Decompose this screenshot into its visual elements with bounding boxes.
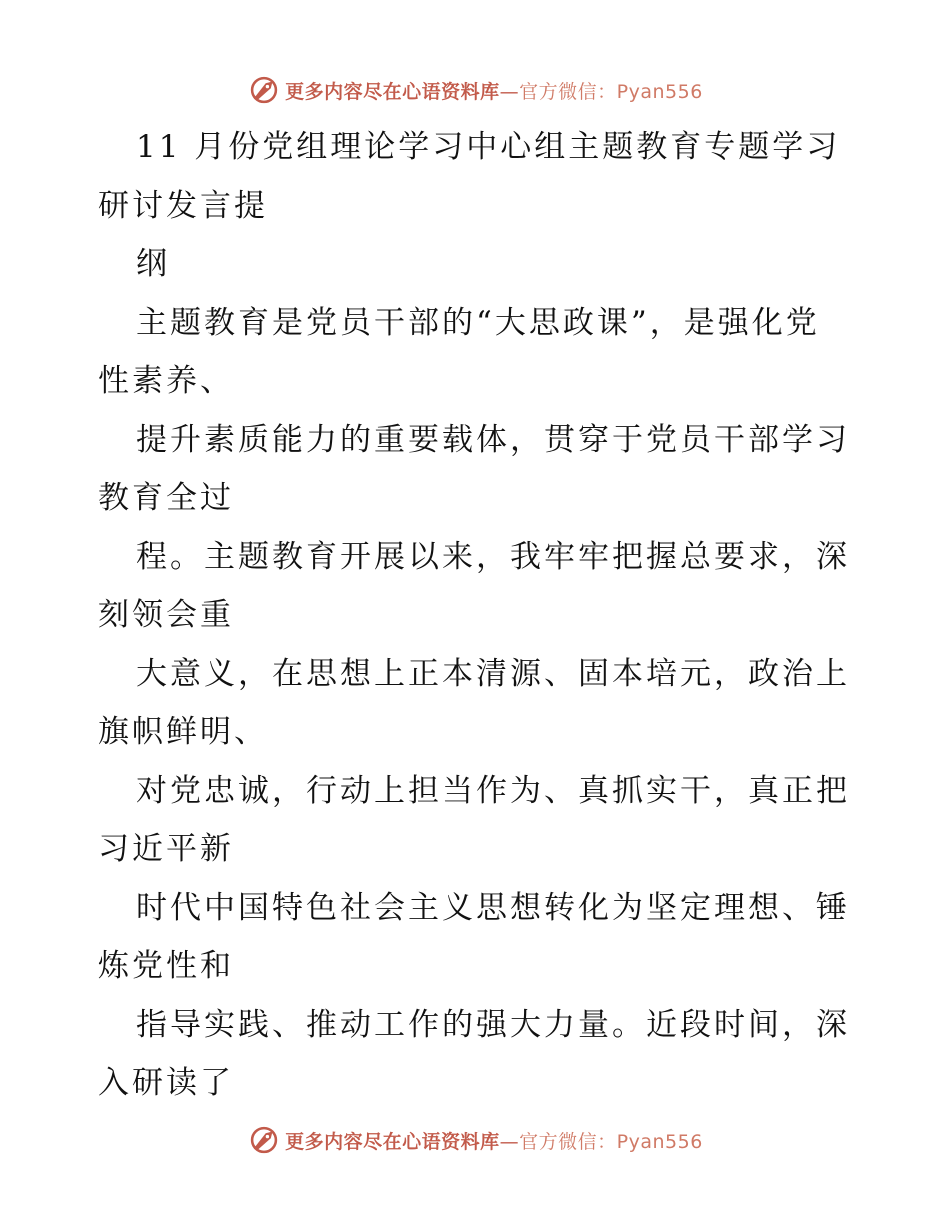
footer-watermark <box>0 1120 950 1160</box>
paragraph-line: 入研读了 <box>98 1065 234 1101</box>
paragraph-line: 指导实践、推动工作的强大力量。近段时间，深 <box>136 1006 850 1043</box>
watermark-dash: — <box>499 80 520 103</box>
watermark-main: 更多内容尽在心语资料库 <box>285 1130 500 1153</box>
watermark-contact: 官方微信：Pyan556 <box>519 80 703 103</box>
watermark-text <box>285 77 703 104</box>
document-body <box>98 118 858 1113</box>
paragraph-line: 教育全过 <box>98 480 234 516</box>
paragraph-line: 程。主题教育开展以来，我牢牢把握总要求，深 <box>136 538 850 575</box>
paragraph-line: 性素养、 <box>98 363 234 399</box>
paragraph-line: 炼党性和 <box>98 948 234 984</box>
paragraph-line: 主题教育是党员干部的“大思政课”，是强化党 <box>136 304 820 341</box>
paragraph-line: 对党忠诚，行动上担当作为、真抓实干，真正把 <box>136 772 850 809</box>
header-watermark <box>0 70 950 110</box>
pen-nib-logo-icon <box>247 1123 281 1157</box>
watermark-main: 更多内容尽在心语资料库 <box>285 80 500 103</box>
paragraph-line: 习近平新 <box>98 831 234 867</box>
paragraph-line: 刻领会重 <box>98 597 234 633</box>
pen-nib-logo-icon <box>247 73 281 107</box>
title-line-3: 纲 <box>136 246 170 282</box>
watermark-contact: 官方微信：Pyan556 <box>519 1130 703 1153</box>
title-line-2: 研讨发言提 <box>98 187 268 224</box>
paragraph-line: 时代中国特色社会主义思想转化为坚定理想、锤 <box>136 889 850 926</box>
watermark-dash: — <box>499 1130 520 1153</box>
paragraph-line: 旗帜鲜明、 <box>98 714 268 750</box>
paragraph-line: 提升素质能力的重要载体，贯穿于党员干部学习 <box>136 421 850 458</box>
title-line-1: 11 月份党组理论学习中心组主题教育专题学习 <box>136 129 841 165</box>
paragraph-line: 大意义，在思想上正本清源、固本培元，政治上 <box>136 655 850 692</box>
watermark-text <box>285 1127 703 1154</box>
